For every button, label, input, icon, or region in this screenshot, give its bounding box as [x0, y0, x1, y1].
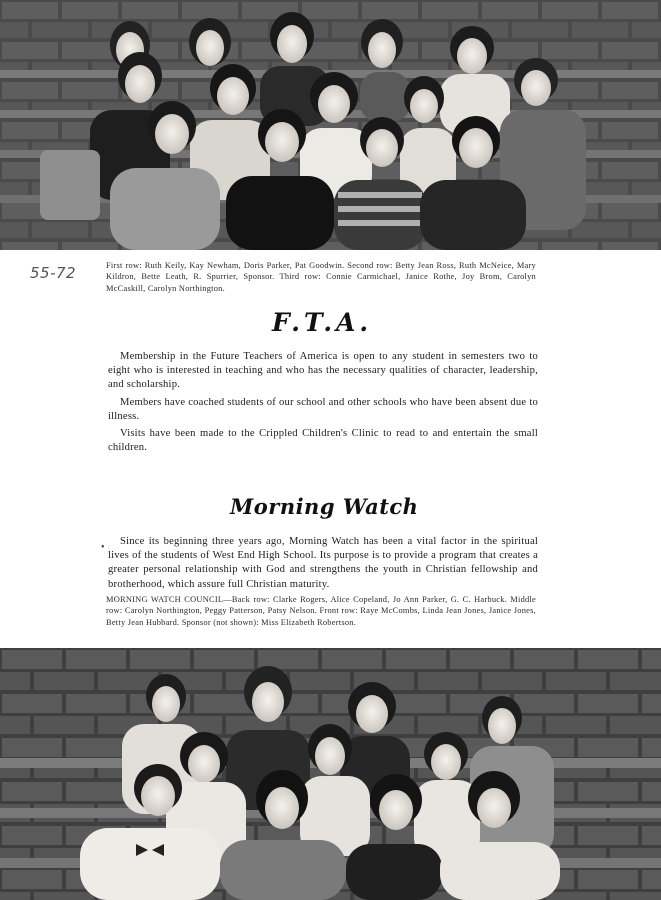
fta-photo-graphic	[0, 0, 661, 250]
fta-paragraph-3: Visits have been made to the Crippled Children's Clinic to read to and entertain the small children.	[108, 428, 538, 454]
fta-heading: F.T.A.	[272, 308, 373, 337]
fta-paragraph-1: Membership in the Future Teachers of America is open to any student in semesters two to eight who is interested in teaching and who has the necessary qualities of character, leadership, and scholarship.	[108, 351, 538, 391]
fta-paragraph-2: Members have coached students of our school and other schools who have been absent due to illness.	[108, 397, 538, 423]
stray-mark: •	[101, 542, 105, 553]
morning-watch-photo-graphic	[0, 648, 661, 900]
morning-watch-paragraph: Since its beginning three years ago, Morning Watch has been a vital factor in the spiritual lives of the students of West End High School. Its purpose is to provide a program that creates a greater personal relationship with God and strengthens the youth in Christian fellowship and brotherhood, which assure full Christian maturity.	[108, 536, 538, 590]
fta-group-photo	[0, 0, 661, 250]
page-code: 55-72	[30, 264, 77, 282]
fta-caption: First row: Ruth Keily, Kay Newham, Doris Parker, Pat Goodwin. Second row: Betty Jean Ross, Ruth McNeice, Mary Kildron, Bette Leath, R. Spurrier, Sponsor. Third row: Connie Carmichael, Janice Rothe, Joy Brom, Carolyn McCaskill, Carolyn Northington.	[106, 261, 536, 293]
morning-watch-caption: MORNING WATCH COUNCIL—Back row: Clarke Rogers, Alice Copeland, Jo Ann Parker, G. C. Harbuck. Middle row: Carolyn Northington, Peggy Patterson, Patsy Nelson. Front row: Raye McCombs, Linda Jean Jones, Janice Jones, Betty Jean Hubbard. Sponsor (not shown): Miss Elizabeth Robertson.	[106, 595, 536, 627]
morning-watch-heading: Morning Watch	[230, 494, 419, 519]
morning-watch-group-photo	[0, 648, 661, 900]
